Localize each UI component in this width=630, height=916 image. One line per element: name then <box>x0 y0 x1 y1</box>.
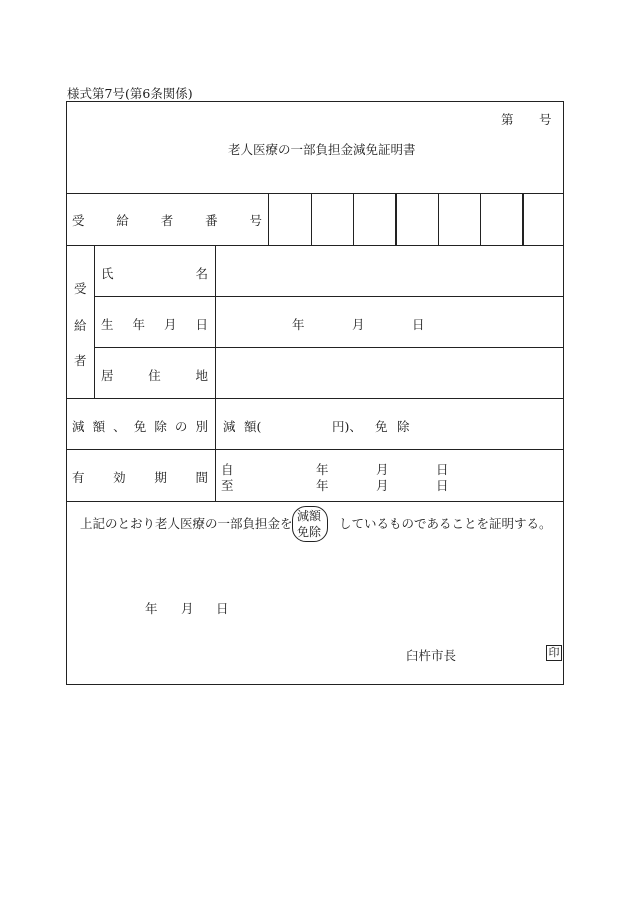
birth-day-unit: 日 <box>412 317 425 332</box>
validity-to-day: 日 <box>436 478 449 493</box>
validity-from-prefix: 自 <box>221 462 234 477</box>
validity-label: 有 効 期 間 <box>72 470 208 485</box>
row-divider <box>66 501 564 502</box>
issue-month-unit: 月 <box>181 601 194 616</box>
validity-to-prefix: 至 <box>221 478 234 493</box>
address-field[interactable] <box>216 348 563 398</box>
reduction-type-field[interactable] <box>216 399 563 449</box>
recipient-number-field[interactable] <box>269 194 563 244</box>
address-label: 居 住 地 <box>101 368 208 383</box>
certificate-text-before: 上記のとおり老人医療の一部負担金を <box>80 516 293 531</box>
issuer-name: 臼杵市長 <box>406 648 457 663</box>
recipient-number-label: 受 給 者 番 号 <box>72 213 262 228</box>
validity-field[interactable] <box>216 450 563 500</box>
validity-to-month: 月 <box>376 478 389 493</box>
name-field[interactable] <box>216 246 563 296</box>
validity-to-year: 年 <box>316 478 329 493</box>
issue-year-unit: 年 <box>145 601 158 616</box>
yen-unit: 円)、 <box>332 419 362 434</box>
recipient-group-label-char: 給 <box>74 318 87 333</box>
validity-from-day: 日 <box>436 462 449 477</box>
option-reduce: 減額 <box>297 509 322 523</box>
reduce-char-1: 減 <box>223 419 236 434</box>
certificate-text-after: しているものであることを証明する。 <box>339 516 552 531</box>
reduction-type-label: 減 額 、 免 除 の 別 <box>72 419 208 434</box>
document-title: 老人医療の一部負担金減免証明書 <box>228 142 416 157</box>
option-exempt: 免除 <box>297 525 322 539</box>
birth-month-unit: 月 <box>352 317 365 332</box>
recipient-group-label-char: 者 <box>74 353 87 368</box>
birth-year-unit: 年 <box>292 317 305 332</box>
column-divider <box>94 245 95 398</box>
number-suffix: 号 <box>539 112 552 127</box>
validity-from-month: 月 <box>376 462 389 477</box>
exempt-char-1: 免 <box>375 419 388 434</box>
validity-from-year: 年 <box>316 462 329 477</box>
form-label: 様式第7号(第6条関係) <box>67 86 193 101</box>
seal-mark: 印 <box>546 645 562 661</box>
reduce-char-2: 額( <box>244 419 262 434</box>
issue-day-unit: 日 <box>216 601 229 616</box>
exempt-char-2: 除 <box>397 419 410 434</box>
number-prefix: 第 <box>501 112 514 127</box>
name-label: 氏 名 <box>101 266 208 281</box>
birth-date-field[interactable] <box>216 297 563 347</box>
recipient-group-label-char: 受 <box>74 281 87 296</box>
birth-date-label: 生 年 月 日 <box>101 317 208 332</box>
